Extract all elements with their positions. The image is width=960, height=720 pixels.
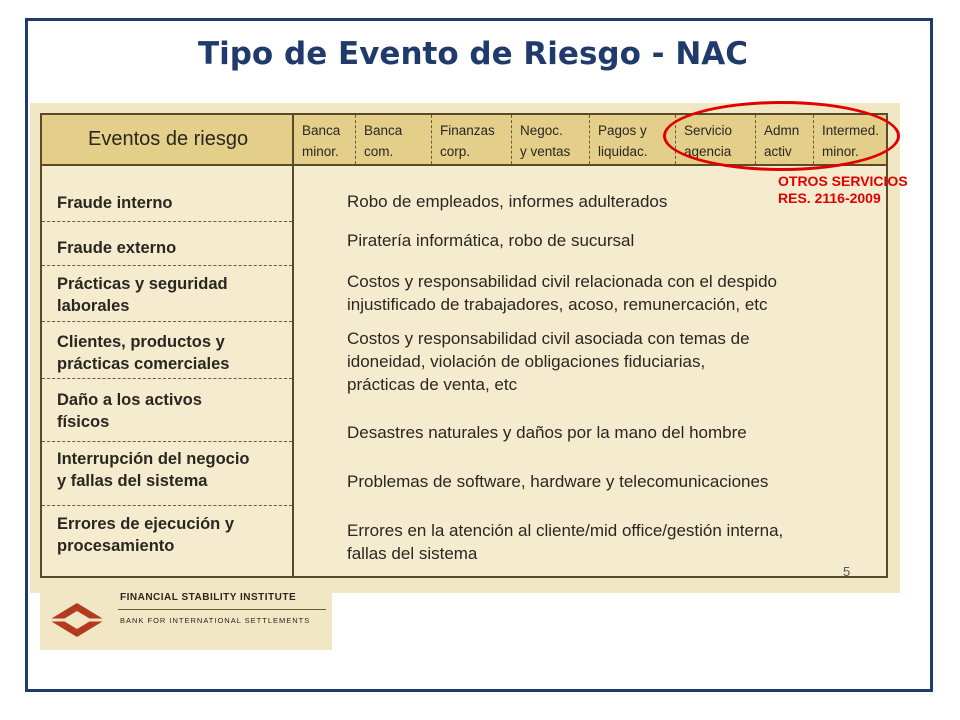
- annotation-line: RES. 2116-2009: [778, 190, 881, 206]
- event-description-line: Problemas de software, hardware y telecomunicaciones: [347, 472, 769, 491]
- row-divider: [42, 221, 292, 222]
- other-services-annotation: [778, 173, 960, 207]
- highlight-ellipse: [663, 101, 900, 171]
- event-name-line: Prácticas y seguridad: [57, 275, 228, 293]
- event-description-line: fallas del sistema: [347, 544, 478, 563]
- event-description-line: Piratería informática, robo de sucursal: [347, 231, 635, 250]
- event-name-line: procesamiento: [57, 537, 175, 555]
- event-name-line: Daño a los activos: [57, 391, 202, 409]
- header-col-line2: liquidac.: [598, 144, 648, 159]
- event-description: [347, 229, 634, 252]
- row-divider: [42, 265, 292, 266]
- row-divider: [42, 505, 292, 506]
- header-col-line2: activ: [764, 144, 792, 159]
- header-col-line2: y ventas: [520, 144, 571, 159]
- header-col-line2: minor.: [302, 144, 339, 159]
- event-name: [57, 192, 173, 214]
- header-col-line1: Negoc.: [520, 123, 563, 138]
- slide-title: Tipo de Evento de Riesgo - NAC: [197, 36, 749, 72]
- event-name-line: y fallas del sistema: [57, 472, 208, 490]
- row-divider: [42, 321, 292, 322]
- event-name: [57, 273, 228, 317]
- header-col-line2: corp.: [440, 144, 471, 159]
- event-name-line: Clientes, productos y: [57, 333, 225, 351]
- event-names-column: [42, 166, 294, 576]
- event-name-line: Interrupción del negocio: [57, 450, 250, 468]
- event-description: [347, 270, 777, 316]
- event-name: [57, 448, 250, 492]
- event-name-line: prácticas comerciales: [57, 355, 230, 373]
- event-name-line: Errores de ejecución y: [57, 515, 234, 533]
- event-description-line: prácticas de venta, etc: [347, 375, 518, 394]
- event-name-line: Fraude externo: [57, 239, 177, 257]
- event-description: [347, 519, 783, 565]
- event-name: [57, 237, 176, 259]
- header-col-line1: Banca: [302, 123, 341, 138]
- row-divider: [42, 441, 292, 442]
- row-divider: [42, 378, 292, 379]
- header-col-negoc-ventas: [512, 115, 590, 164]
- event-description-line: Costos y responsabilidad civil relacionada con el despido: [347, 272, 777, 291]
- event-name-line: Fraude interno: [57, 194, 173, 212]
- event-description: [347, 470, 768, 493]
- risk-events-table: [40, 113, 888, 578]
- header-col-line1: Intermed.: [822, 123, 880, 138]
- event-description-line: idoneidad, violación de obligaciones fiduciarias,: [347, 352, 706, 371]
- header-col-line1: Banca: [364, 123, 403, 138]
- header-col-line1: Pagos y: [598, 123, 647, 138]
- event-description: [347, 190, 667, 213]
- page-number: 5: [843, 564, 851, 579]
- header-col-line1: Servicio: [684, 123, 733, 138]
- logo-line-bis: BANK FOR INTERNATIONAL SETTLEMENTS: [120, 616, 311, 625]
- header-col-line2: com.: [364, 144, 394, 159]
- logo-line-fsi: FINANCIAL STABILITY INSTITUTE: [120, 592, 297, 603]
- header-col-banca-minor: [294, 115, 356, 164]
- event-description-line: Errores en la atención al cliente/mid office/gestión interna,: [347, 521, 784, 540]
- event-name: [57, 389, 202, 433]
- event-name: [57, 513, 234, 557]
- event-name-line: laborales: [57, 297, 130, 315]
- event-name-line: físicos: [57, 413, 110, 431]
- header-col-line2: minor.: [822, 144, 859, 159]
- event-description-line: Desastres naturales y daños por la mano del hombre: [347, 423, 747, 442]
- logo-divider: [118, 609, 326, 610]
- header-col-finanzas-corp: [432, 115, 512, 164]
- fsi-logo: [40, 586, 332, 650]
- header-col-banca-com: [356, 115, 432, 164]
- event-description-line: Robo de empleados, informes adulterados: [347, 192, 668, 211]
- fsi-diamond-logo-icon: [48, 602, 106, 638]
- event-description-line: Costos y responsabilidad civil asociada con temas de: [347, 329, 750, 348]
- header-risk-events: Eventos de riesgo: [42, 115, 294, 164]
- event-name: [57, 331, 229, 375]
- event-description: [347, 327, 750, 396]
- header-col-line1: Finanzas: [440, 123, 495, 138]
- event-description: [347, 421, 747, 444]
- header-col-line2: agencia: [684, 144, 732, 159]
- header-col-line1: Admn: [764, 123, 800, 138]
- event-description-line: injustificado de trabajadores, acoso, remunercación, etc: [347, 295, 768, 314]
- annotation-line: OTROS SERVICIOS: [778, 173, 908, 189]
